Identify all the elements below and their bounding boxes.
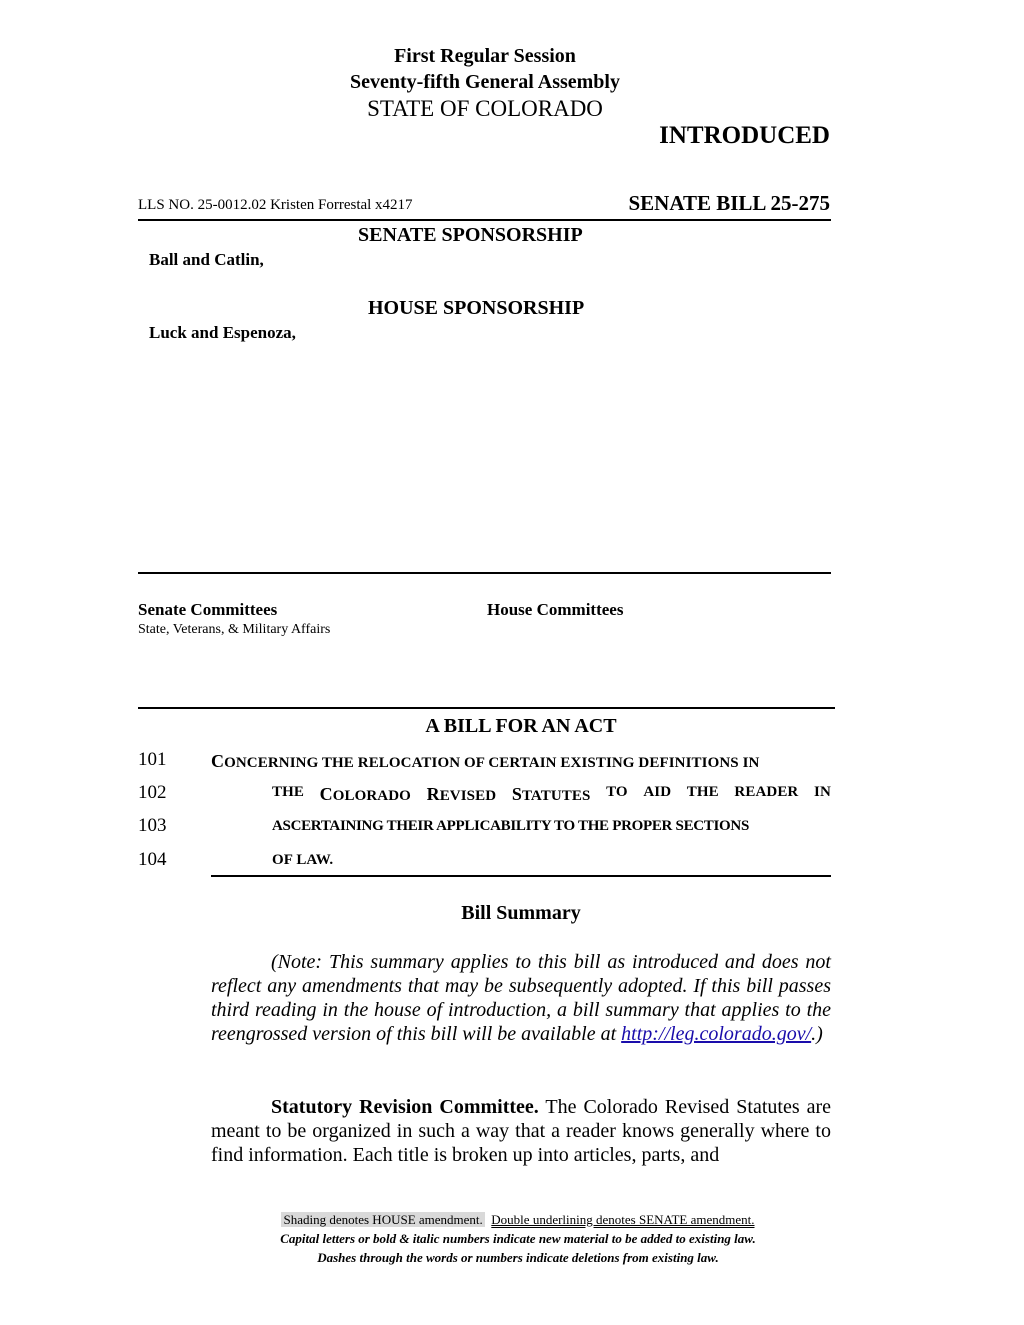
lls-number: LLS NO. 25-0012.02 Kristen Forrestal x4217 [138,197,413,213]
senate-sponsorship-title: SENATE SPONSORSHIP [358,224,583,246]
summary-body [211,1095,831,1167]
note-text: (Note: This summary applies to this bill as introduced and does not reflect any amendments that may be subsequently adopted. If this bill passes third reading in the house of introduction, a bill summary that applies to the reengrossed version of this bill will be available at [211,951,831,1045]
double-underline-legend: Double underlining denotes SENATE amendment. [491,1212,755,1227]
note-end: .) [811,1023,823,1045]
leg-link[interactable]: http://leg.colorado.gov/ [621,1023,812,1045]
state-title: STATE OF COLORADO [367,96,603,121]
act-divider [211,875,831,877]
header-divider [138,219,831,221]
line-number: 102 [138,782,167,803]
session-title: First Regular Session [394,45,576,67]
summary-note [211,950,831,1046]
senate-committee-item: State, Veterans, & Military Affairs [138,622,331,637]
bill-number: SENATE BILL 25-275 [628,191,830,215]
act-title: A BILL FOR AN ACT [425,715,617,737]
line-number: 103 [138,815,167,836]
dashes-legend: Dashes through the words or numbers indicate deletions from existing law. [317,1250,719,1265]
senate-committees-title: Senate Committees [138,600,278,619]
committee-heading: Statutory Revision Committee. [271,1096,539,1118]
senate-sponsors: Ball and Catlin, [149,250,264,269]
shading-legend: Shading denotes HOUSE amendment. [283,1212,483,1227]
line-number: 101 [138,749,167,770]
house-sponsorship-title: HOUSE SPONSORSHIP [368,297,585,319]
footer-legend [0,1210,1024,1229]
act-line: CONCERNING THE RELOCATION OF CERTAIN EXISTING DEFINITIONS IN [211,751,760,771]
summary-text: The Colorado Revised Statutes are meant to be organized in such a way that a reader knows generally where to find information. Each title is broken up into articles, parts, and [211,1096,831,1166]
act-line: ASCERTAINING THEIR APPLICABILITY TO THE PROPER SECTIONS [272,818,749,834]
capitals-legend: Capital letters or bold & italic numbers indicate new material to be added to existing law. [280,1231,756,1246]
bill-summary-title: Bill Summary [461,902,581,924]
assembly-title: Seventy-fifth General Assembly [350,71,620,93]
sponsorship-divider [138,572,831,574]
act-line: THE COLORADO REVISED STATUTES TO AID THE READER IN [272,784,831,804]
committees-divider [138,707,835,709]
house-committees-title: House Committees [487,600,624,619]
house-sponsors: Luck and Espenoza, [149,323,296,342]
status-label: INTRODUCED [659,122,830,149]
line-number: 104 [138,849,167,870]
act-line: OF LAW. [272,852,334,868]
